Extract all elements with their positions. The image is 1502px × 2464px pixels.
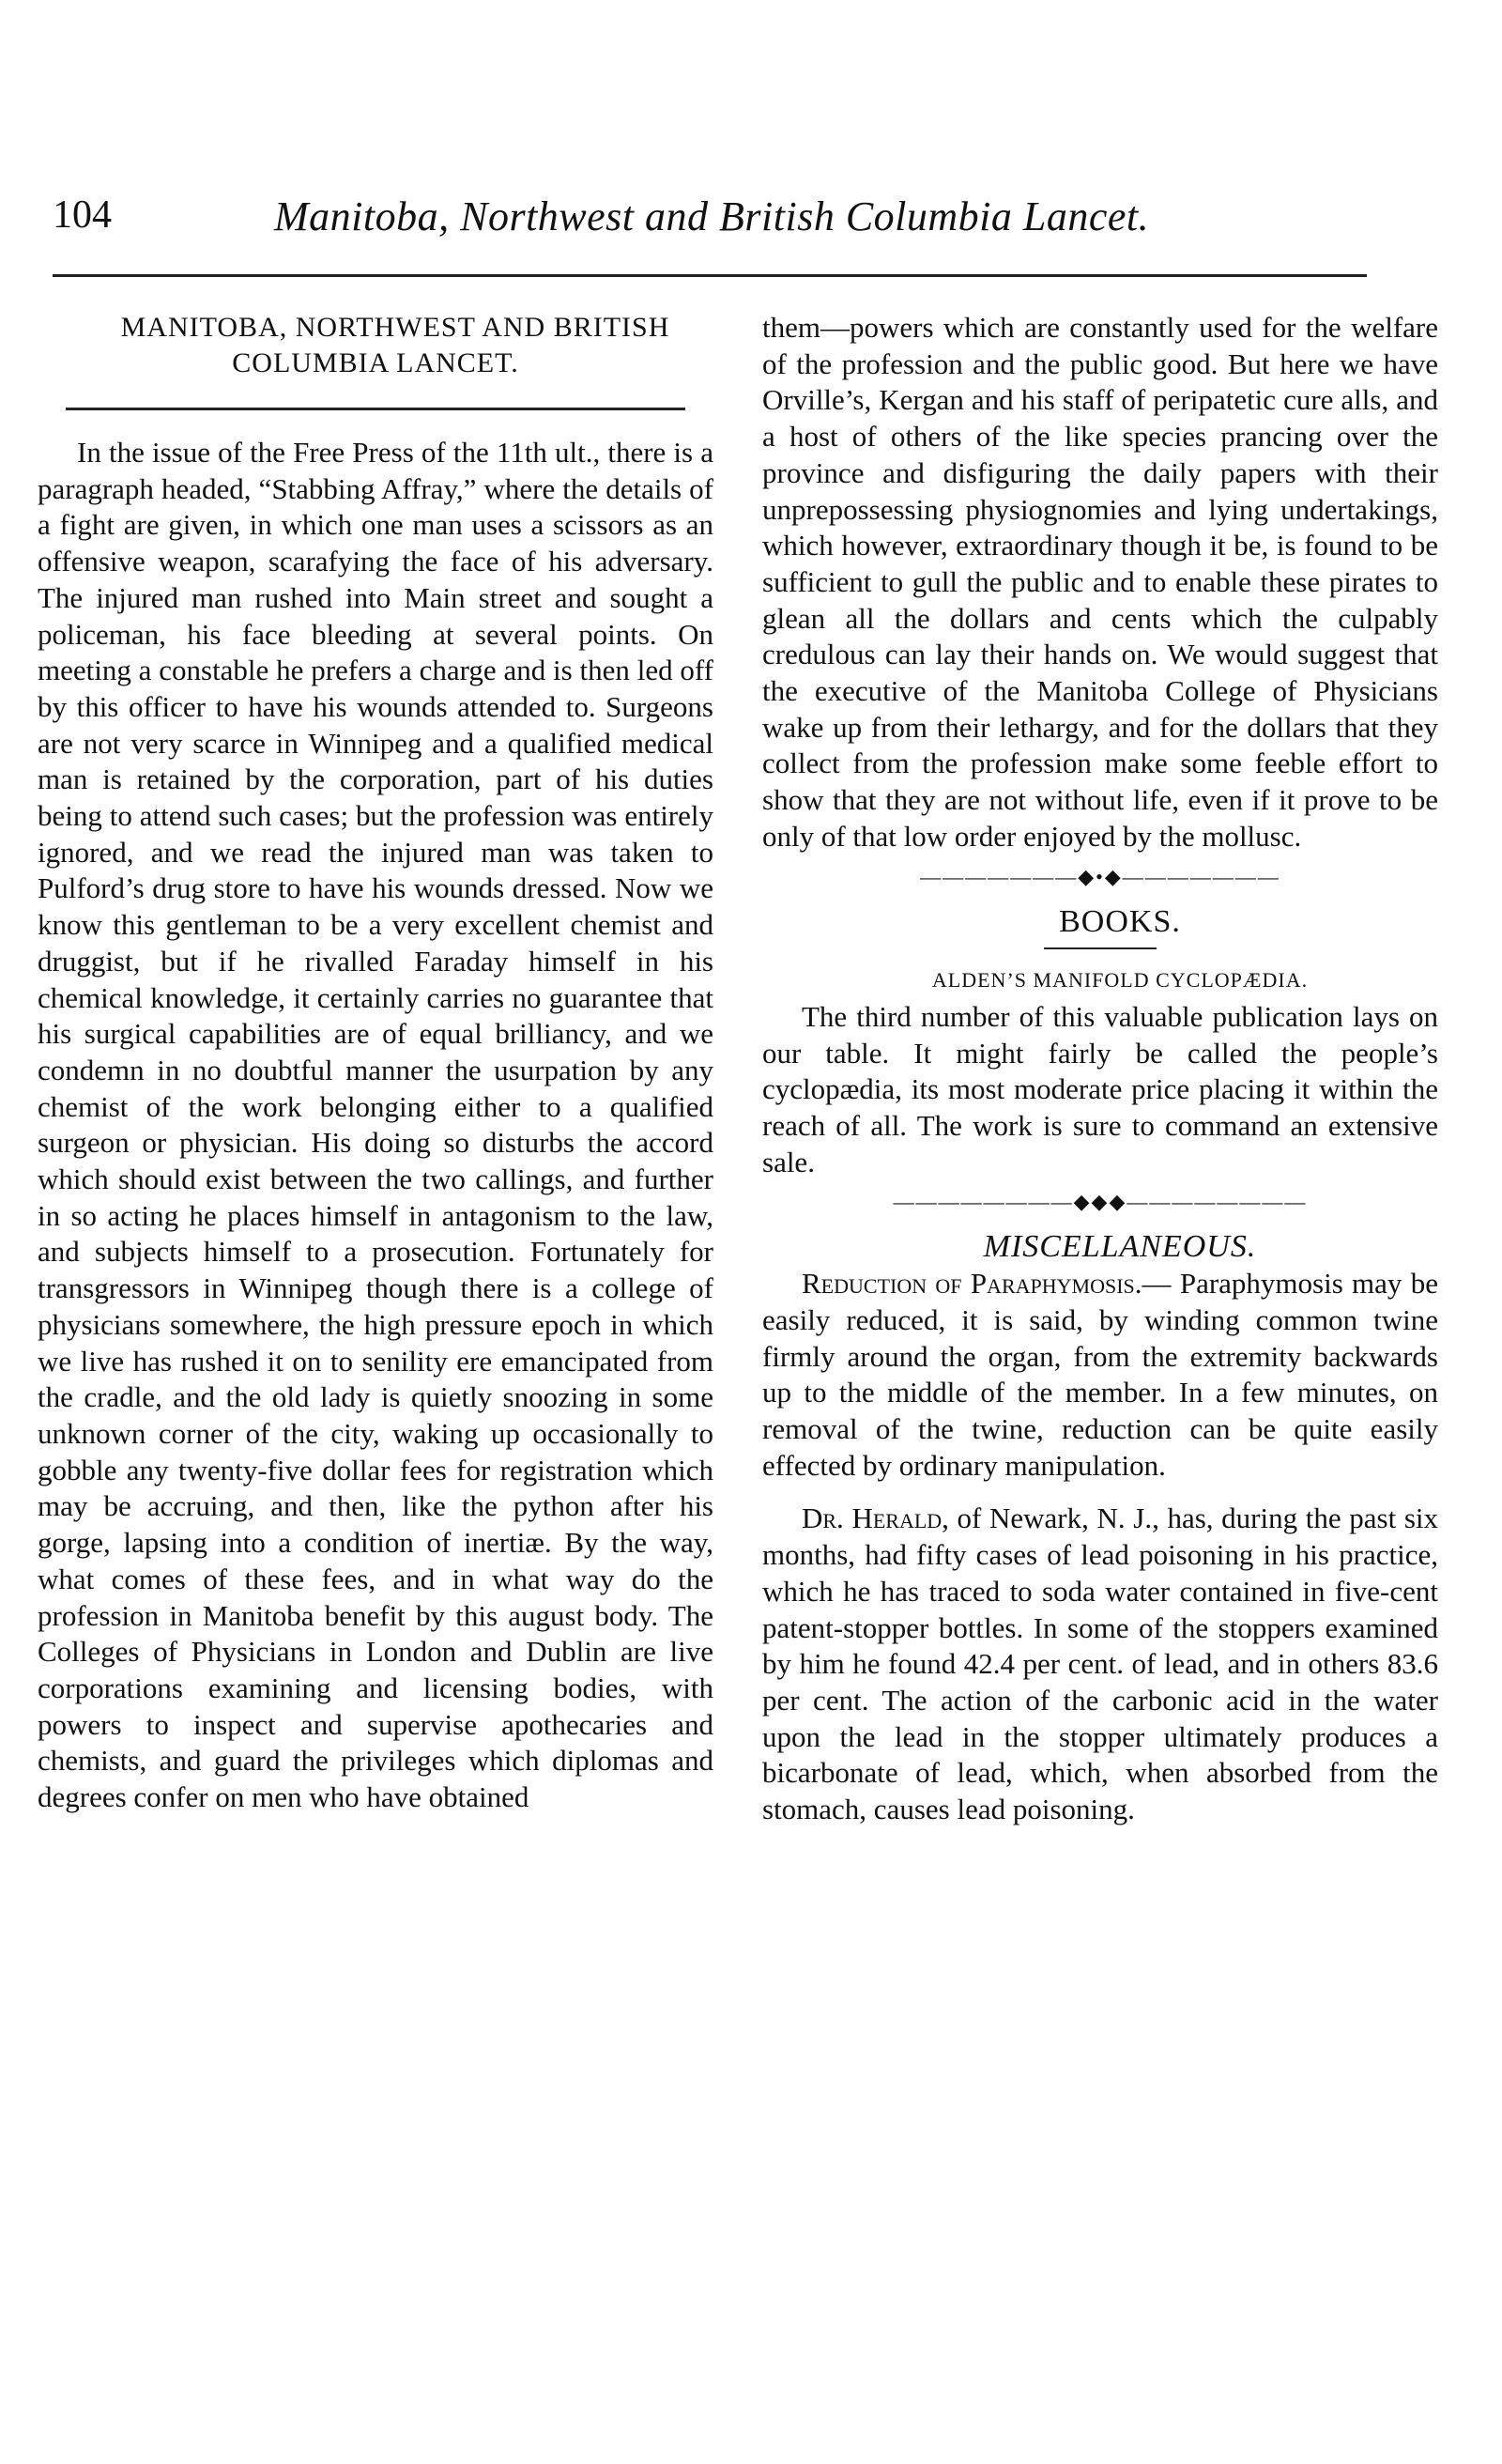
ornament-divider-2: ————————◆◆◆————————: [893, 1190, 1308, 1214]
header-rule: [53, 274, 1367, 277]
books-body: The third number of this valuable publication lays on our table. It might fairly be called the people’s cyclopædia, its most moderate price placing it within the reach of all. The work is sure to command an extensive sale.: [762, 999, 1438, 1178]
misc-item-2: [762, 1501, 1438, 1827]
title-rule: [66, 408, 685, 410]
article-title: MANITOBA, NORTHWEST AND BRITISH COLUMBIA LANCET.: [120, 312, 670, 378]
books-subheading: ALDEN’S MANIFOLD CYCLOPÆDIA.: [931, 968, 1309, 993]
running-title: Manitoba, Northwest and British Columbia Lancet.: [274, 193, 1150, 239]
article-body-right: them—powers which are constantly used for the welfare of the profession and the public good. But here we have Orville’s, Kergan and his staff of peripatetic cure alls, and a host of others of the like species prancing over the province and disfiguring the daily papers with their unprepossessing physiognomies and lying undertakings, which however, extraordinary though it be, is found to be sufficient to gull the public and to enable these pirates to glean all the dollars and cents which the culpably credulous can lay their hands on. We would suggest that the executive of the Manitoba College of Physicians wake up from their lethargy, and for the dollars that they collect from the profession make some feeble effort to show that they are not without life, even if it prove to be only of that low order enjoyed by the mollusc.: [762, 311, 1438, 853]
page-header: [53, 192, 1367, 249]
article-body-left: In the issue of the Free Press of the 11th ult., there is a paragraph headed, “Stabbing Affray,” where the details of a fight are given, in which one man uses a scissors as an offensive weapon, scarafying the face of his adversary. The injured man rushed into Main street and sought a policeman, his face bleeding at several points. On meeting a constable he prefers a charge and is then led off by this officer to have his wounds attended to. Surgeons are not very scarce in Winnipeg and a qualified medical man is retained by the corporation, part of his duties being to attend such cases; but the profession was entirely ignored, and we read the injured man was taken to Pulford’s drug store to have his wounds dressed. Now we know this gentleman to be a very excellent chemist and druggist, but if he rivalled Faraday himself in his chemical knowledge, it certainly carries no guarantee that his surgical capabilities are of equal brilliancy, and we condemn in no doubtful manner the usurpation by any chemist of the work belonging either to a qualified surgeon or physician. His doing so disturbs the accord which should exist between the two callings, and further in so acting he places himself in antagonism to the law, and subjects himself to a prosecution. Fortunately for transgressors in Winnipeg though there is a college of physicians somewhere, the high pressure epoch in which we live has rushed it on to senility ere emancipated from the cradle, and the old lady is quietly snoozing in some unknown corner of the city, waking up occasionally to gobble any twenty-five dollar fees for registration which may be accruing, and then, like the python after his gorge, lapsing into a condition of inertiæ. By the way, what comes of these fees, and in what way do the profession in Manitoba benefit by this august body. The Colleges of Physicians in London and Dublin are live corporations examining and licensing bodies, with powers to inspect and supervise apothecaries and chemists, and guard the privileges which diplomas and degrees confer on men who have obtained: [38, 436, 713, 1814]
misc-item-2-lead: Dr. Herald,: [802, 1502, 949, 1535]
misc-item-1: [762, 1266, 1438, 1484]
right-column: [762, 310, 1438, 1828]
misc-item-1-lead: Reduction of Paraphymosis.: [802, 1267, 1142, 1301]
books-heading: BOOKS.: [1059, 903, 1181, 939]
books-rule: [1044, 947, 1157, 949]
left-column: [38, 310, 713, 1816]
misc-item-1-body: — Paraphymosis may be easily reduced, it is said, by winding common twine firmly around the organ, from the extremity backwards up to the middle of the member. In a few minutes, on removal of the twine, reduction can be quite easily effected by ordinary manipulation.: [762, 1267, 1438, 1482]
page-number: 104: [53, 193, 112, 237]
misc-item-2-body: of Newark, N. J., has, during the past six months, had fifty cases of lead poisoning in his practice, which he has traced to soda water contained in five-cent patent-stopper bottles. In some of the stoppers examined by him he found 42.4 per cent. of lead, and in others 83.6 per cent. The action of the carbonic acid in the water upon the lead in the stopper ultimately produces a bicarbonate of lead, which, when absorbed from the stomach, causes lead poisoning.: [762, 1502, 1439, 1826]
misc-heading: MISCELLANEOUS.: [983, 1229, 1257, 1265]
ornament-divider: ———————◆•◆———————: [920, 864, 1280, 888]
